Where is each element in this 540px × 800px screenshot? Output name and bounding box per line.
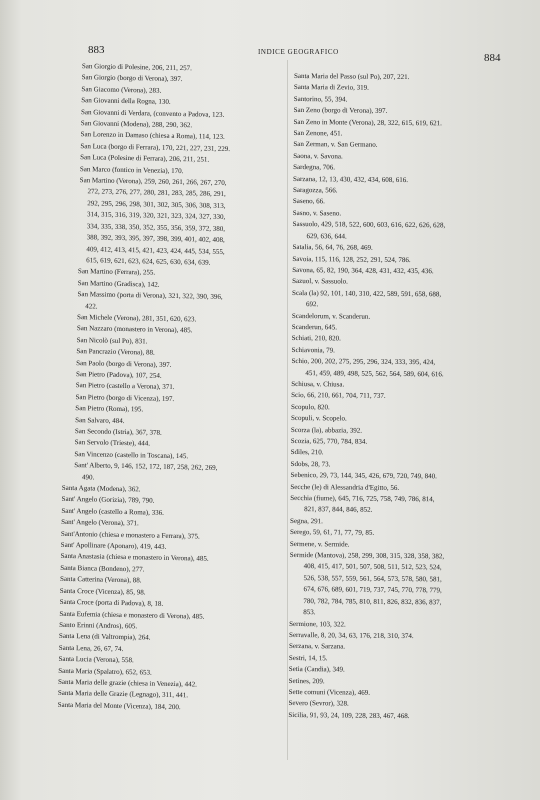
index-entry: Savona, 65, 82, 190, 364, 428, 431, 432, 435, 436. [292, 265, 434, 276]
index-entry: Scorza (la), abbazia, 392. [290, 425, 363, 435]
index-entry: San Pietro (borgo di Vicenza), 197. [75, 392, 175, 403]
index-entry: Setia (Candia), 349. [288, 665, 345, 674]
index-entry: San Martino (Verona), 259, 260, 261, 266, 267, 270, [79, 176, 227, 188]
index-entry: Santa Maria del Passo (sul Po), 207, 221. [293, 71, 410, 82]
index-entry: Saseno, 66. [292, 197, 325, 206]
index-entry: San Paolo (borgo di Verona), 397. [76, 358, 172, 369]
index-entry: Santa Croce (porta di Padova), 8, 18. [59, 597, 164, 608]
index-entry: San Giovanni di Verdara, (convento a Padova, 123. [80, 107, 225, 119]
index-entry: Santa Agata (Modena), 362. [61, 483, 141, 494]
index-entry: Sicilia, 91, 93, 24, 109, 228, 283, 467, 468. [288, 710, 410, 720]
index-entry: 615, 619, 621, 623, 624, 625, 630, 634, 639. [86, 256, 211, 267]
index-entry: San Zenone, 451. [293, 129, 343, 138]
right-index-column [288, 71, 510, 723]
index-entry: Schiati, 210, 820. [291, 334, 341, 343]
index-entry: San Michele (Verona), 281, 351, 620, 623. [77, 313, 197, 324]
index-entry: San Pietro (Roma), 195. [75, 404, 144, 414]
index-entry: Schiusa, v. Chiusa. [291, 379, 345, 389]
index-entry: Scopuli, v. Scopelo. [290, 414, 347, 423]
index-entry: Savoia, 115, 116, 128, 252, 291, 524, 786. [292, 254, 411, 264]
index-entry: Scozia, 625, 770, 784, 834. [290, 436, 368, 446]
index-entry: San Nazzaro (monastero in Verona), 485. [76, 324, 193, 335]
index-entry: San Zeno (borgo di Verona), 397. [293, 106, 388, 116]
index-entry: San Marco (fontico in Venezia), 170. [79, 164, 184, 175]
index-entry: 409, 412, 413, 415, 421, 423, 424, 445, 534, 555, [86, 244, 225, 256]
index-entry: Satalia, 56, 64, 76, 268, 469. [292, 243, 373, 252]
index-entry: San Nicolò (sul Po), 831. [76, 335, 148, 346]
index-entry: Sazuol, v. Sassuolo. [292, 277, 348, 286]
index-entry: San Zerman, v. San Germano. [293, 140, 378, 150]
index-entry: San Zeno in Monte (Verona), 28, 322, 615, 619, 621. [293, 117, 442, 127]
index-entry: 388, 392, 393, 395, 397, 398, 399, 401, 402, 408, [86, 233, 225, 245]
index-entry: Saragozza, 566. [292, 186, 338, 195]
index-entry: Santa Eufemia (chiesa e monastero di Verona), 485. [59, 609, 205, 621]
index-entry: 526, 538, 557, 559, 561, 564, 573, 578, 580, 581, [303, 573, 442, 584]
index-entry: Sant' Alberto, 9, 146, 152, 172, 187, 258, 262, 269, [74, 461, 218, 473]
index-entry: Sant' Angelo (Gorizia), 789, 790. [61, 495, 155, 506]
index-entry: San Lorenzo in Damaso (chiesa a Roma), 114, 123. [80, 130, 225, 142]
index-entry: Santa Croce (Vicenza), 85, 98. [59, 586, 146, 597]
index-entry: Santa Maria delle grazie (chiesa in Venezia), 442. [58, 677, 197, 689]
index-entry: Santa Lucia (Verona), 558. [58, 654, 134, 665]
index-entry: San Martino (Ferrara), 255. [77, 267, 156, 277]
index-entry: Santa Catterina (Verona), 88. [59, 575, 142, 585]
index-entry: 629, 636, 644. [306, 231, 347, 241]
index-entry: San Salvaro, 484. [75, 415, 125, 425]
index-entry: Saona, v. Savona. [293, 151, 343, 161]
index-entry: Serravalle, 8, 20, 34, 63, 176, 218, 310, 374. [289, 630, 414, 640]
index-entry: Sant' Apollinare (Aponaro), 419, 443. [60, 540, 167, 551]
index-entry: 780, 782, 784, 785, 810, 811, 826, 832, 836, 837, [303, 596, 442, 606]
index-entry: Serego, 59, 61, 71, 77, 79, 85. [289, 528, 375, 537]
index-entry: Sant'Antonio (chiesa e monastero a Ferrara), 375. [60, 529, 200, 541]
index-entry: Santa Bianca (Bondeno), 277. [60, 563, 145, 574]
index-entry: San Pancrazio (Verona), 88. [76, 347, 155, 357]
index-entry: 408, 415, 417, 501, 507, 508, 511, 512, 523, 524, [303, 562, 442, 572]
index-entry: San Giacomo (Verona), 283. [81, 84, 162, 95]
index-entry: San Luca (borgo di Ferrara), 170, 221, 227, 231, 229. [80, 141, 231, 153]
index-entry: Santorino, 55, 394. [293, 94, 348, 104]
index-entry: 451, 459, 489, 498, 525, 562, 564, 589, 604, 616. [305, 368, 444, 378]
index-entry: Schiavonia, 79. [291, 345, 335, 355]
index-entry: 314, 315, 316, 319, 320, 321, 323, 324, 327, 330, [86, 210, 226, 222]
index-entry: San Massimo (porta di Verona), 321, 322, 390, 396, [77, 290, 223, 302]
left-index-column [57, 61, 284, 715]
index-entry: Serzana, v. Sarzana. [288, 642, 346, 651]
index-entry: Sdobs, 28, 73. [290, 459, 331, 469]
index-entry: Sardegna, 706. [293, 163, 335, 172]
index-entry: Schio, 200, 202, 275, 295, 296, 324, 333, 395, 424, [291, 357, 436, 367]
running-title: INDICE GEOGRAFICO [258, 48, 339, 56]
index-entry: Sermione, 103, 322. [289, 619, 346, 628]
index-entry: Santa Maria delle Grazie (Legnago), 311, 441. [57, 689, 189, 700]
index-entry: San Giovanni della Rogna, 130. [81, 96, 171, 107]
index-entry: San Martino (Gradisca), 142. [77, 278, 160, 289]
index-entry: Sasno, v. Saseno. [292, 208, 342, 218]
index-entry: Sassuolo, 429, 518, 522, 600, 603, 616, 622, 626, 628, [292, 220, 446, 230]
index-entry: San Pietro (castello a Verona), 371. [75, 381, 175, 392]
index-entry: Setines, 209. [288, 676, 325, 685]
index-entry: 292, 295, 296, 298, 301, 302, 305, 306, 308, 313, [87, 199, 226, 210]
column-divider [287, 60, 288, 760]
index-entry: 674, 676, 689, 601, 719, 737, 745, 770, 778, 779, [303, 585, 442, 595]
index-entry: 821, 837, 844, 846, 852. [304, 505, 373, 515]
index-entry: Santa Anastasia (chiesa e monastero in Verona), 485. [60, 552, 209, 564]
index-entry: Santa Maria di Zevio, 319. [293, 83, 369, 93]
index-entry: Santa Lena, 26, 67, 74. [58, 643, 124, 653]
index-entry: Santa Maria (Spalatro), 652, 653. [58, 666, 152, 677]
index-entry: Santa Maria del Monte (Vicenza), 184, 200. [57, 700, 181, 711]
index-entry: San Vincenzo (castello in Toscana), 145. [74, 449, 189, 461]
index-entry: Sermide (Mantova), 258, 299, 308, 315, 328, 358, 382, [289, 551, 445, 561]
index-entry: Scopulo, 820. [291, 402, 330, 412]
index-entry: Scanderun, 645. [291, 322, 338, 332]
index-entry: San Giorgio (borgo di Verona), 397. [81, 73, 183, 84]
index-entry: Sermene, v. Sermide. [289, 539, 350, 549]
index-entry: Sant' Angelo (Verona), 371. [61, 518, 139, 528]
index-entry: Secche (le) di Alessandria d'Egitto, 56. [290, 482, 400, 492]
index-entry: Santa Lena (di Valtrompia), 264. [58, 632, 151, 642]
index-entry: Secchia (fiume), 645, 716, 725, 758, 749, 786, 814, [290, 494, 435, 504]
index-entry: Sestri, 14, 15. [288, 653, 328, 663]
index-entry: Severo (Sevror), 328. [288, 699, 349, 708]
index-entry: San Secondo (Istria), 367, 378. [74, 427, 162, 437]
index-entry: San Giovanni (Modena), 288, 290, 362. [80, 119, 193, 130]
index-entry: Santo Erinni (Andros), 605. [59, 620, 138, 631]
index-entry: Sdiles, 210. [290, 448, 324, 457]
index-entry: Scandelorum, v. Scanderun. [291, 311, 371, 321]
index-entry: 490. [81, 472, 95, 482]
index-entry: San Pietro (Padova), 107, 254. [75, 370, 162, 380]
index-entry: Sarzana, 12, 13, 430, 432, 434, 608, 616. [293, 174, 408, 184]
index-entry: 272, 273, 276, 277, 280, 281, 283, 285, 286, 291, [87, 187, 226, 199]
index-entry: 853. [303, 608, 316, 617]
index-entry: San Giorgio di Polesine, 206, 211, 257. [81, 62, 193, 73]
index-entry: San Luca (Polesine di Ferrara), 206, 211, 251. [80, 153, 210, 164]
index-entry: 334, 335, 338, 350, 352, 355, 356, 359, 372, 380, [86, 221, 226, 233]
right-page-number: 884 [484, 52, 501, 64]
index-entry: Sette comuni (Vicenza), 469. [288, 687, 371, 697]
index-entry: 692. [305, 300, 319, 309]
index-entry: Scala (la) 92, 101, 140, 310, 422, 589, 591, 658, 688, [292, 288, 442, 299]
index-entry: Sebenico, 29, 73, 144, 345, 426, 679, 720, 749, 840. [290, 471, 437, 481]
index-entry: Scio, 66, 210, 661, 704, 711, 737. [291, 391, 386, 401]
index-entry: San Servolo (Trieste), 444. [74, 438, 151, 448]
left-page-number: 883 [88, 44, 105, 56]
index-entry: Segna, 291. [290, 516, 323, 526]
index-entry: 422. [85, 301, 98, 311]
index-entry: Sant' Angelo (castello a Roma), 336. [61, 506, 164, 517]
